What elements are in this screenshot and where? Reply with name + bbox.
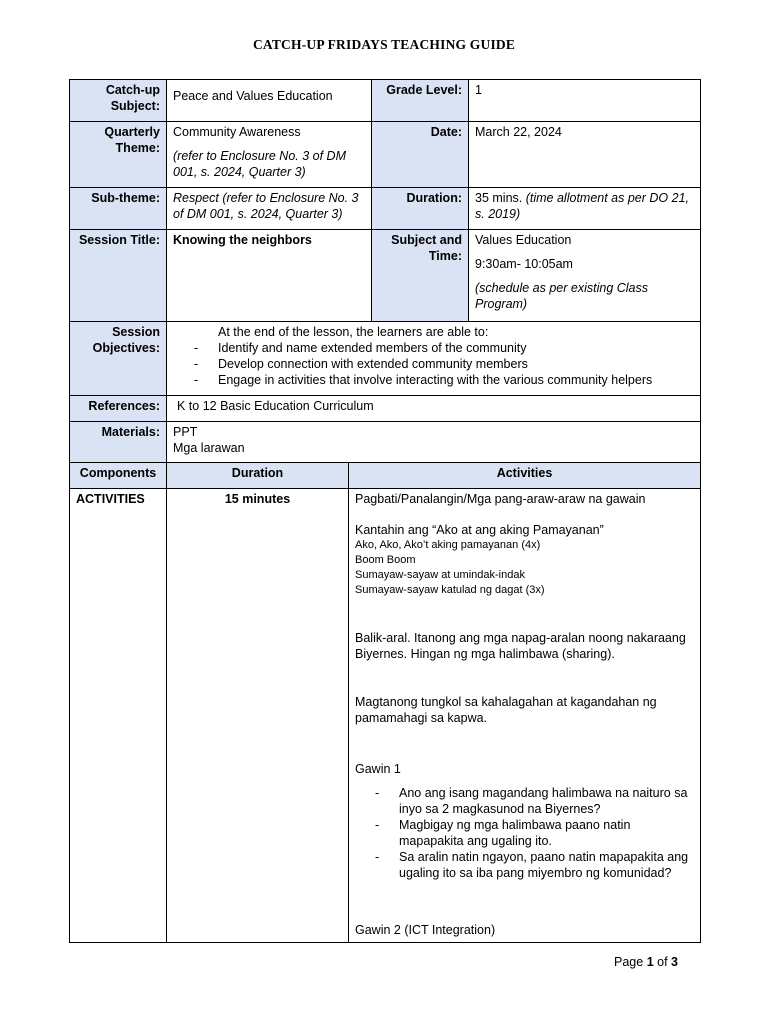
grade-value: [468, 79, 701, 122]
objective-item: - Develop connection with extended community members: [194, 356, 694, 372]
gawin1-item: - Magbigay ng mga halimbawa paano natin mapapakita ang ugaling ito.: [375, 817, 694, 849]
song-line: Sumayaw-sayaw at umindak-indak: [355, 569, 525, 581]
materials-value: [166, 421, 701, 463]
duration-note: (time allotment as per DO 21, s. 2019): [475, 191, 689, 221]
duration-label-text: Duration:: [406, 191, 462, 205]
subject-time-label-text: Subject and Time:: [391, 233, 462, 263]
subject-value-text: Peace and Values Education: [173, 89, 333, 103]
activity-ask: Magtanong tungkol sa kahalagahan at kagandahan ng pamamahagi sa kapwa.: [355, 695, 657, 725]
duration-value-text: 35 mins.: [475, 191, 523, 205]
duration-text: 15 minutes: [224, 492, 291, 506]
subject-label-text: Catch-up Subject:: [105, 83, 160, 113]
subject-label: [69, 79, 167, 122]
page-number: 1: [646, 955, 654, 969]
session-title-text: Knowing the neighbors: [173, 233, 312, 247]
material-item: PPT: [173, 425, 198, 439]
theme-text: Community Awareness: [173, 125, 301, 139]
references-label: [69, 395, 167, 422]
duration-label: [371, 187, 469, 230]
component-text: ACTIVITIES: [76, 492, 145, 506]
document-title: CATCH-UP FRIDAYS TEACHING GUIDE: [252, 37, 516, 52]
activity-song-intro: Kantahin ang “Ako at ang aking Pamayanan”: [355, 523, 604, 537]
session-title-label-text: Session Title:: [78, 233, 160, 247]
theme-note: (refer to Enclosure No. 3 of DM 001, s. 2024, Quarter 3): [173, 149, 346, 179]
subject-time-subject: Values Education: [475, 233, 572, 247]
subtheme-value-text: Respect (refer to Enclosure No. 3 of DM 001, s. 2024, Quarter 3): [173, 191, 359, 221]
references-label-text: References:: [88, 399, 160, 413]
objectives-list: [194, 340, 694, 388]
subject-time-value: [468, 229, 701, 322]
gawin1-item: - Sa aralin natin ngayon, paano natin mapapakita ang ugaling ito sa iba pang miyembro ng komunidad?: [375, 849, 694, 881]
header-components: [69, 462, 167, 489]
of-word: of: [657, 955, 668, 969]
header-duration-text: Duration: [231, 466, 284, 480]
subject-time-label: [371, 229, 469, 322]
header-activities: [348, 462, 701, 489]
subject-time-note: (schedule as per existing Class Program): [475, 281, 648, 311]
gawin1-list: [375, 785, 694, 881]
theme-label-text: Quarterly Theme:: [104, 125, 160, 155]
grade-value-text: 1: [475, 83, 482, 97]
objectives-label-text: Session Objectives:: [92, 325, 160, 355]
song-line: Boom Boom: [355, 554, 416, 566]
materials-label: [69, 421, 167, 463]
song-line: Ako, Ako, Ako’t aking pamayanan (4x): [355, 539, 541, 551]
duration-cell: [166, 488, 349, 943]
header-components-text: Components: [79, 466, 157, 480]
duration-value: [468, 187, 701, 230]
gawin2-heading: Gawin 2 (ICT Integration): [355, 923, 496, 937]
objectives-value: [166, 321, 701, 396]
material-item: Mga larawan: [173, 441, 245, 455]
objective-item: - Identify and name extended members of the community: [194, 340, 694, 356]
header-duration: [166, 462, 349, 489]
session-title-label: [69, 229, 167, 322]
objectives-label: [69, 321, 167, 396]
song-line: Sumayaw-sayaw katulad ng dagat (3x): [355, 584, 545, 596]
activities-cell: [348, 488, 701, 943]
page-footer: [614, 955, 678, 969]
component-cell: [69, 488, 167, 943]
date-label: [371, 121, 469, 188]
subtheme-value: [166, 187, 372, 230]
page-total: 3: [671, 955, 678, 969]
objective-item: - Engage in activities that involve interacting with the various community helpers: [194, 372, 694, 388]
date-value-text: March 22, 2024: [475, 125, 562, 139]
subject-value: [166, 79, 372, 122]
theme-value: [166, 121, 372, 188]
subtheme-label: [69, 187, 167, 230]
references-value: [166, 395, 701, 422]
subtheme-label-text: Sub-theme:: [91, 191, 160, 205]
grade-label: [371, 79, 469, 122]
activity-greeting: Pagbati/Panalangin/Mga pang-araw-araw na gawain: [355, 492, 646, 506]
session-title-value: [166, 229, 372, 322]
gawin1-item: - Ano ang isang magandang halimbawa na naituro sa inyo sa 2 magkasunod na Biyernes?: [375, 785, 694, 817]
materials-label-text: Materials:: [101, 425, 160, 439]
date-label-text: Date:: [430, 125, 462, 139]
header-activities-text: Activities: [496, 466, 553, 480]
date-value: [468, 121, 701, 188]
references-text: K to 12 Basic Education Curriculum: [177, 399, 374, 413]
gawin1-heading: Gawin 1: [355, 762, 401, 776]
page-word: Page: [614, 955, 644, 969]
activity-review: Balik-aral. Itanong ang mga napag-aralan noong nakaraang Biyernes. Hingan ng mga halimbawa (sharing).: [355, 631, 686, 661]
grade-label-text: Grade Level:: [386, 83, 462, 97]
theme-label: [69, 121, 167, 188]
subject-time-time: 9:30am- 10:05am: [475, 257, 573, 271]
objectives-intro: At the end of the lesson, the learners are able to:: [218, 325, 489, 339]
